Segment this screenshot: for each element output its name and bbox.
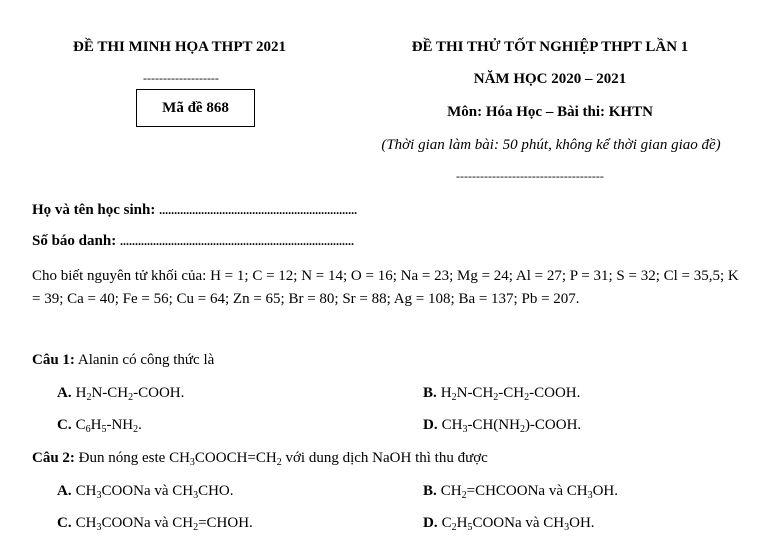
q1-option-c[interactable] xyxy=(57,417,142,434)
option-text: $CH_3COONa$ và $CH_2=CHOH$. xyxy=(75,515,253,533)
exam-title: ĐỀ THI THỬ TỐT NGHIỆP THPT LẦN 1 xyxy=(411,39,689,55)
option-text: $H_2N-CH_2-CH_2$-COOH. xyxy=(440,385,581,403)
option-label: D. xyxy=(423,515,438,531)
q2-option-a[interactable] xyxy=(57,483,234,500)
option-text: $CH_2=CHCOONa$ và $CH_3OH$. xyxy=(440,483,618,501)
school-header: ĐỀ THI MINH HỌA THPT 2021 xyxy=(73,39,286,55)
q1-option-b[interactable] xyxy=(423,385,580,402)
question-1 xyxy=(32,352,214,369)
option-label: C. xyxy=(57,515,72,531)
q2-option-d[interactable] xyxy=(423,515,595,532)
question-1-label: Câu 1: xyxy=(32,352,75,368)
student-name-label: Họ và tên học sinh: xyxy=(32,202,156,218)
student-id-field: .............................................................................. xyxy=(119,234,354,248)
student-name-field: .................................................................. xyxy=(159,203,358,217)
option-text: $H_2N-CH_2$-COOH. xyxy=(75,385,185,403)
option-text: $C_2H_5COONa$ và $CH_3OH$. xyxy=(441,515,595,533)
option-label: B. xyxy=(423,385,437,401)
question-2 xyxy=(32,450,488,467)
option-label: C. xyxy=(57,417,72,433)
option-label: A. xyxy=(57,385,72,401)
left-divider: ------------------- xyxy=(143,71,219,85)
q2-option-b[interactable] xyxy=(423,483,618,500)
student-id-line xyxy=(32,233,354,250)
option-text: $CH_3COONa$ và $CH_3CHO$. xyxy=(75,483,234,501)
student-id-label: Số báo danh: xyxy=(32,233,117,249)
question-2-label: Câu 2: xyxy=(32,450,75,466)
school-year: NĂM HỌC 2020 – 2021 xyxy=(473,71,627,87)
right-divider: ------------------------------------- xyxy=(456,169,604,183)
question-1-text: Alanin có công thức là xyxy=(77,352,215,368)
option-label: A. xyxy=(57,483,72,499)
option-text: $CH_3-CH(NH_2)$-COOH. xyxy=(441,417,582,435)
subject-line: Môn: Hóa Học – Bài thi: KHTN xyxy=(447,104,653,120)
q1-option-a[interactable] xyxy=(57,385,184,402)
question-2-text: Đun nóng este $CH_3COOCH=CH_2$ với dung dịch NaOH thì thu được xyxy=(78,450,488,468)
atomic-masses: Cho biết nguyên tử khối của: H = 1; C = 12; N = 14; O = 16; Na = 23; Mg = 24; Al = 27; P = 31; S = 32; Cl = 35,5; K = 39; Ca = 40; Fe = 56; Cu = 64; Zn = 65; Br = 80; Sr = 88; Ag = 108; Ba = 137; Pb = 207. xyxy=(32,268,739,307)
time-note: (Thời gian làm bài: 50 phút, không kể thời gian giao đề) xyxy=(381,137,721,153)
q1-option-d[interactable] xyxy=(423,417,581,434)
exam-code-box xyxy=(136,89,255,127)
option-text: $C_6H_5-NH_2$. xyxy=(75,417,142,435)
student-name-line xyxy=(32,202,357,219)
option-label: D. xyxy=(423,417,438,433)
q2-option-c[interactable] xyxy=(57,515,253,532)
exam-code: Mã đề 868 xyxy=(162,99,229,116)
option-label: B. xyxy=(423,483,437,499)
